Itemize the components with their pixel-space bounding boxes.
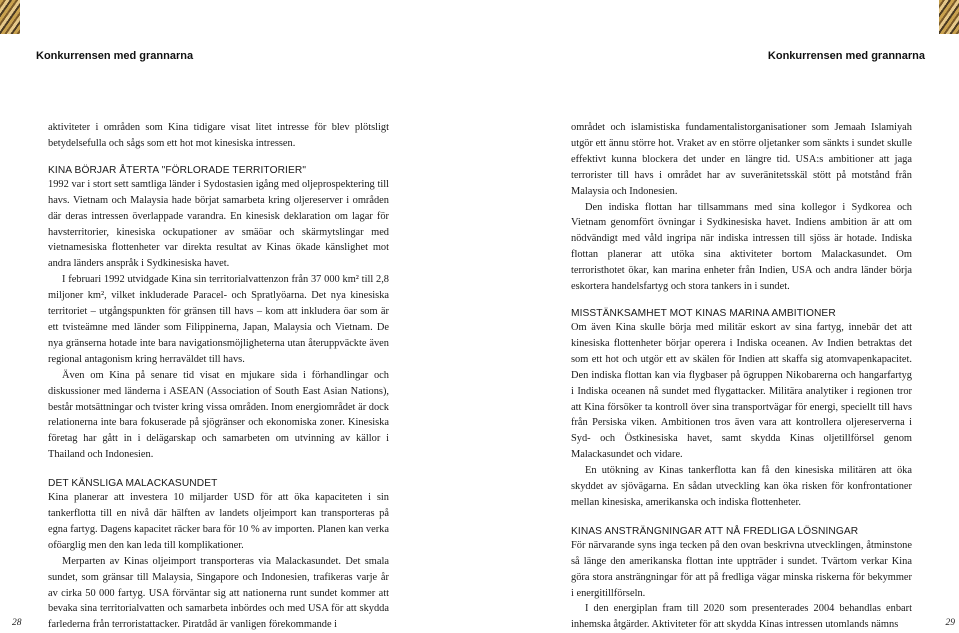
body-paragraph: 1992 var i stort sett samtliga länder i Sydostasien igång med oljeprospektering till havs. Vietnam och Malaysia hade börjat samarbeta kring oljereserver i områden där deras intressen överlappade varandra. En kinesisk deklaration om lagar för havsterritorier, kinesiska ockupationer av smäöar och skärmytslingar med vietnamesiska flottenheter var direkta resultat av Kinas ökade känslighet mot andra länders anspråk i Sydkinesiska havet. bbox=[48, 178, 389, 270]
running-head-right: Konkurrensen med grannarna bbox=[767, 50, 925, 62]
body-paragraph: Kina planerar att investera 10 miljarder USD för att öka kapaciteten i sin tankerflotta till en nivå där hälften av landets oljeimport kan transporteras på egna fartyg. Dagens kapacitet räcker bara för 10 % av importen. Planen kan verka oföarglig men den kan leda till komplikationer. bbox=[48, 492, 389, 551]
left-intro-paragraph: aktiviteter i områden som Kina tidigare visat litet intresse för blev plötsligt betydelsefulla och sågs som ett hot mot kinesiska intressen. bbox=[48, 122, 389, 149]
body-paragraph: Även om Kina på senare tid visat en mjukare sida i förhandlingar och diskussioner med länderna i ASEAN (Association of South East Asian Nations), består motsättningar och tvister kring vissa områden. Inom energiområdet är dock relationerna inte bara fokuserade på sjögränser och ekonomiska zoner. Kinesiska företag har gått in i delägarskap och samarbeten om utvinning av källor i Thailand och Indonesien. bbox=[48, 369, 389, 461]
right-column bbox=[571, 120, 912, 633]
corner-decoration-right bbox=[939, 0, 959, 34]
running-head-left: Konkurrensen med grannarna bbox=[36, 50, 194, 62]
body-paragraph: I februari 1992 utvidgade Kina sin territorialvattenzon från 37 000 km² till 2,8 miljoner km², vilket inkluderade Paracel- och Spratlyöarna. Det nya kinesiska territoriet – utgångspunkten för gränsen till havs – kom att inkludera öar som är ett tvisteämne med länder som Filippinerna, Japan, Malaysia och Vietnam. De nya gränserna hotade inte bara navigationsmöjligheterna utan återuppväckte även regional antagonism kring herraväldet till havs. bbox=[48, 274, 389, 365]
section-heading-suspicion: MISSTÄNKSAMHET MOT KINAS MARINA AMBITIONER bbox=[571, 307, 836, 319]
corner-decoration-left bbox=[0, 0, 20, 34]
body-paragraph: Merparten av Kinas oljeimport transporteras via Malackasundet. Det smala sundet, som gränsar till Malaysia, Singapore och Indonesien, trafikeras varje år av cirka 50 000 fartyg. USA förväntar sig att nationerna runt sundet kommer att bevaka sina territorialvatten och samarbeta inbördes och med USA för att skydda farlederna från terroristattacker. Piratdåd är vanligen förekommande i bbox=[48, 555, 389, 631]
body-paragraph: Den indiska flottan har tillsammans med sina kollegor i Sydkorea och Vietnam genomfört övningar i Sydkinesiska havet. Indiens ambition är att om nödvändigt med våld ingripa när indiska intressen till sjöss är hotade. Indiska flottan planerar att utöka sina aktiviteter bortom Malackasundet. Om terroristhotet ökar, kan marina enheter från Indien, USA och andra länder börja eskortera handelsfartyg och stora tankers in i sundet. bbox=[571, 201, 912, 293]
body-paragraph: Om även Kina skulle börja med militär eskort av sina fartyg, innebär det att kinesiska flottenheter börjar operera i Indiska oceanen. Av Indien betraktas det som ett hot och utgör ett av skälen för Indien att skaffa sig atomvapenkapacitet. Den indiska flottan kan via flygbaser på ögruppen Nikobarerna och hangarfartyg i Indiska oceanen nå sundet med flygattacker. Militära analytiker i regionen tror att Kina försöker ta kontroll över sina transportvägar för energi, speciellt till havs från Persiska viken. Ambitionen tros även vara att kontrollera oljereserverna i Syd- och Östkinesiska havet, samt skydda Kinas oljetillförsel genom Malackasundet och vidare. bbox=[571, 321, 912, 461]
section-heading-territories: KINA BÖRJAR ÅTERTA "FÖRLORADE TERRITORIER" bbox=[48, 164, 307, 176]
body-paragraph: För närvarande syns inga tecken på den ovan beskrivna utvecklingen, åtminstone så länge den amerikanska flottan inte uppträder i sundet. Tvärtom verkar Kina göra stora ansträngningar för att på fredliga vägar minska riskerna för bekymmer i energitillförseln. bbox=[571, 539, 912, 599]
page-number-left: 28 bbox=[12, 618, 22, 628]
body-paragraph: I den energiplan fram till 2020 som presenterades 2004 behandlas enbart inhemska åtgärder. Aktiviteter för att skydda Kinas intressen utomlands nämns bbox=[571, 603, 912, 631]
right-intro-paragraph: området och islamistiska fundamentalistorganisationer som Jemaah Islamiyah utgör ett ännu större hot. Vraket av en större oljetanker som sänkts i sundet skulle effektivt kunna blockera det under en längre tid. USA:s ambitioner att jaga terrorister till havs i området har av suveränitetsskäl stött på motstånd från Malaysia och Indonesien. bbox=[571, 122, 912, 197]
body-paragraph: En utökning av Kinas tankerflotta kan få den kinesiska militären att öka skyddet av sjövägarna. En sådan utveckling kan öka risken för konfrontationer mellan kinesiska, amerikanska och indiska flottenheter. bbox=[571, 465, 912, 508]
page-number-right: 29 bbox=[945, 618, 955, 628]
section-heading-malacca: DET KÄNSLIGA MALACKASUNDET bbox=[48, 478, 218, 490]
section-heading-peaceful: KINAS ANSTRÄNGNINGAR ATT NÅ FREDLIGA LÖSNINGAR bbox=[571, 525, 859, 537]
left-column bbox=[48, 120, 389, 633]
